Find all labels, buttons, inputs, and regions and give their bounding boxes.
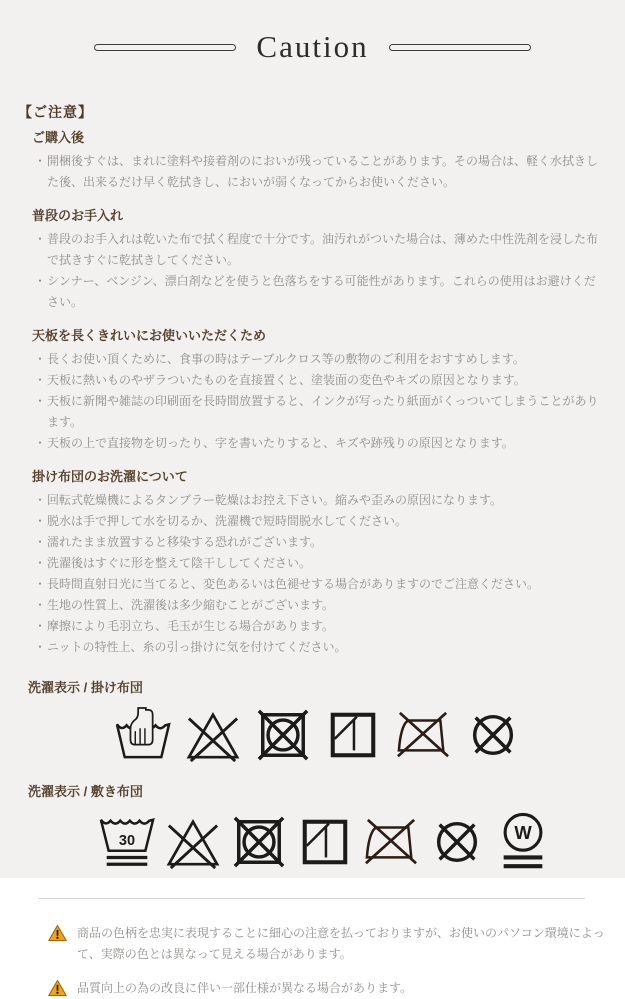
svg-text:30: 30 xyxy=(118,832,136,849)
bullet-item: ・ 脱水は手で押して水を切るか、洗濯機で短時間脱水してください。 xyxy=(34,511,603,532)
bullet-list xyxy=(34,151,605,193)
warning-text: 商品の色柄を忠実に表現することに細心の注意を払っておりますが、お使いのパソコン環境によって、実際の色とは異なって見える場合があります。 xyxy=(77,926,605,961)
bullet-item: ・ 普段のお手入れは乾いた布で拭く程度で十分です。油汚れがついた場合は、薄めた中性洗剤を浸した布で拭きすぐに乾拭きしてください。 xyxy=(34,229,603,271)
bullet-item: ・ 天板に新聞や雑誌の印刷面を長時間放置すると、インクが写ったり紙面がくっついてしまうことがあります。 xyxy=(34,391,603,433)
notice-content xyxy=(0,64,625,999)
svg-text:W: W xyxy=(514,822,532,844)
bullet-list xyxy=(34,490,605,658)
section-heading: 普段のお手入れ xyxy=(32,208,124,223)
section-tabletop-care xyxy=(18,326,605,454)
bullet-list xyxy=(34,229,605,313)
warnings-block xyxy=(48,923,605,999)
warning-text: 品質向上の為の改良に伴い一部仕様が異なる場合があります。 xyxy=(77,981,413,995)
warning-triangle-icon xyxy=(48,979,67,997)
caution-header xyxy=(0,0,625,64)
bullet-item: ・ シンナー、ベンジン、漂白剤などを使うと色落ちをする可能性があります。これらの使用はお避けください。 xyxy=(34,271,603,313)
care-symbols-kakebuton xyxy=(114,708,605,762)
section-heading: 掛け布団のお洗濯について xyxy=(32,469,188,484)
care-label-kakebuton: 洗濯表示 / 掛け布団 xyxy=(28,680,143,695)
decorative-line-right xyxy=(389,44,531,51)
bullet-item: ・ 開梱後すぐは、まれに塗料や接着剤のにおいが残っていることがあります。その場合は、軽く水拭きした後、出来るだけ早く乾拭きし、においが弱くなってからお使いください。 xyxy=(34,151,603,193)
section-heading: 天板を長くきれいにお使いいただくため xyxy=(32,328,267,343)
care-symbols-shikibuton xyxy=(98,810,605,874)
bullet-item: ・ 長くお使い頂くために、食事の時はテーブルクロス等の敷物のご利用をおすすめします。 xyxy=(34,349,603,370)
do-not-tumble-dry-icon xyxy=(230,815,288,869)
bullet-item: ・ ニットの特性上、糸の引っ掛けに気を付けてください。 xyxy=(34,637,603,658)
do-not-iron-icon xyxy=(362,815,420,869)
warning-item xyxy=(48,978,605,999)
bullet-item: ・ 回転式乾燥機によるタンブラー乾燥はお控え下さい。縮みや歪みの原因になります。 xyxy=(34,490,603,511)
section-daily-care xyxy=(18,206,605,313)
bullet-item: ・ 長時間直射日光に当てると、変色あるいは色褪せする場合がありますのでご注意ください。 xyxy=(34,574,603,595)
do-not-dry-clean-icon xyxy=(464,708,522,762)
do-not-dry-clean-icon xyxy=(428,815,486,869)
warning-item xyxy=(48,923,605,965)
machine-wash-30-icon xyxy=(98,810,156,874)
wet-clean-very-gentle-icon xyxy=(494,810,552,874)
hand-wash-icon xyxy=(114,708,172,762)
do-not-iron-icon xyxy=(394,708,452,762)
bullet-item: ・ 天板の上で直接物を切ったり、字を書いたりすると、キズや跡残りの原因となります。 xyxy=(34,433,603,454)
bullet-list xyxy=(34,349,605,454)
care-label-shikibuton: 洗濯表示 / 敷き布団 xyxy=(28,784,143,799)
do-not-bleach-icon xyxy=(164,815,222,869)
section-after-purchase xyxy=(18,128,605,193)
section-duvet-washing xyxy=(18,467,605,658)
line-dry-in-shade-icon xyxy=(324,708,382,762)
decorative-line-left xyxy=(94,44,236,51)
do-not-tumble-dry-icon xyxy=(254,708,312,762)
bullet-item: ・ 洗濯後はすぐに形を整えて陰干ししてください。 xyxy=(34,553,603,574)
bullet-item: ・ 濡れたまま放置すると移染する恐れがございます。 xyxy=(34,532,603,553)
bullet-item: ・ 生地の性質上、洗濯後は多少縮むことがございます。 xyxy=(34,595,603,616)
do-not-bleach-icon xyxy=(184,708,242,762)
notice-title: 【ご注意】 xyxy=(18,104,93,120)
bullet-item: ・ 摩擦により毛羽立ち、毛玉が生じる場合があります。 xyxy=(34,616,603,637)
warning-triangle-icon xyxy=(48,924,67,942)
section-heading: ご購入後 xyxy=(32,130,85,145)
bullet-item: ・ 天板に熱いものやザラついたものを直接置くと、塗装面の変色やキズの原因となります。 xyxy=(34,370,603,391)
line-dry-in-shade-icon xyxy=(296,815,354,869)
page-title: Caution xyxy=(256,29,369,64)
separator-line xyxy=(38,898,585,899)
